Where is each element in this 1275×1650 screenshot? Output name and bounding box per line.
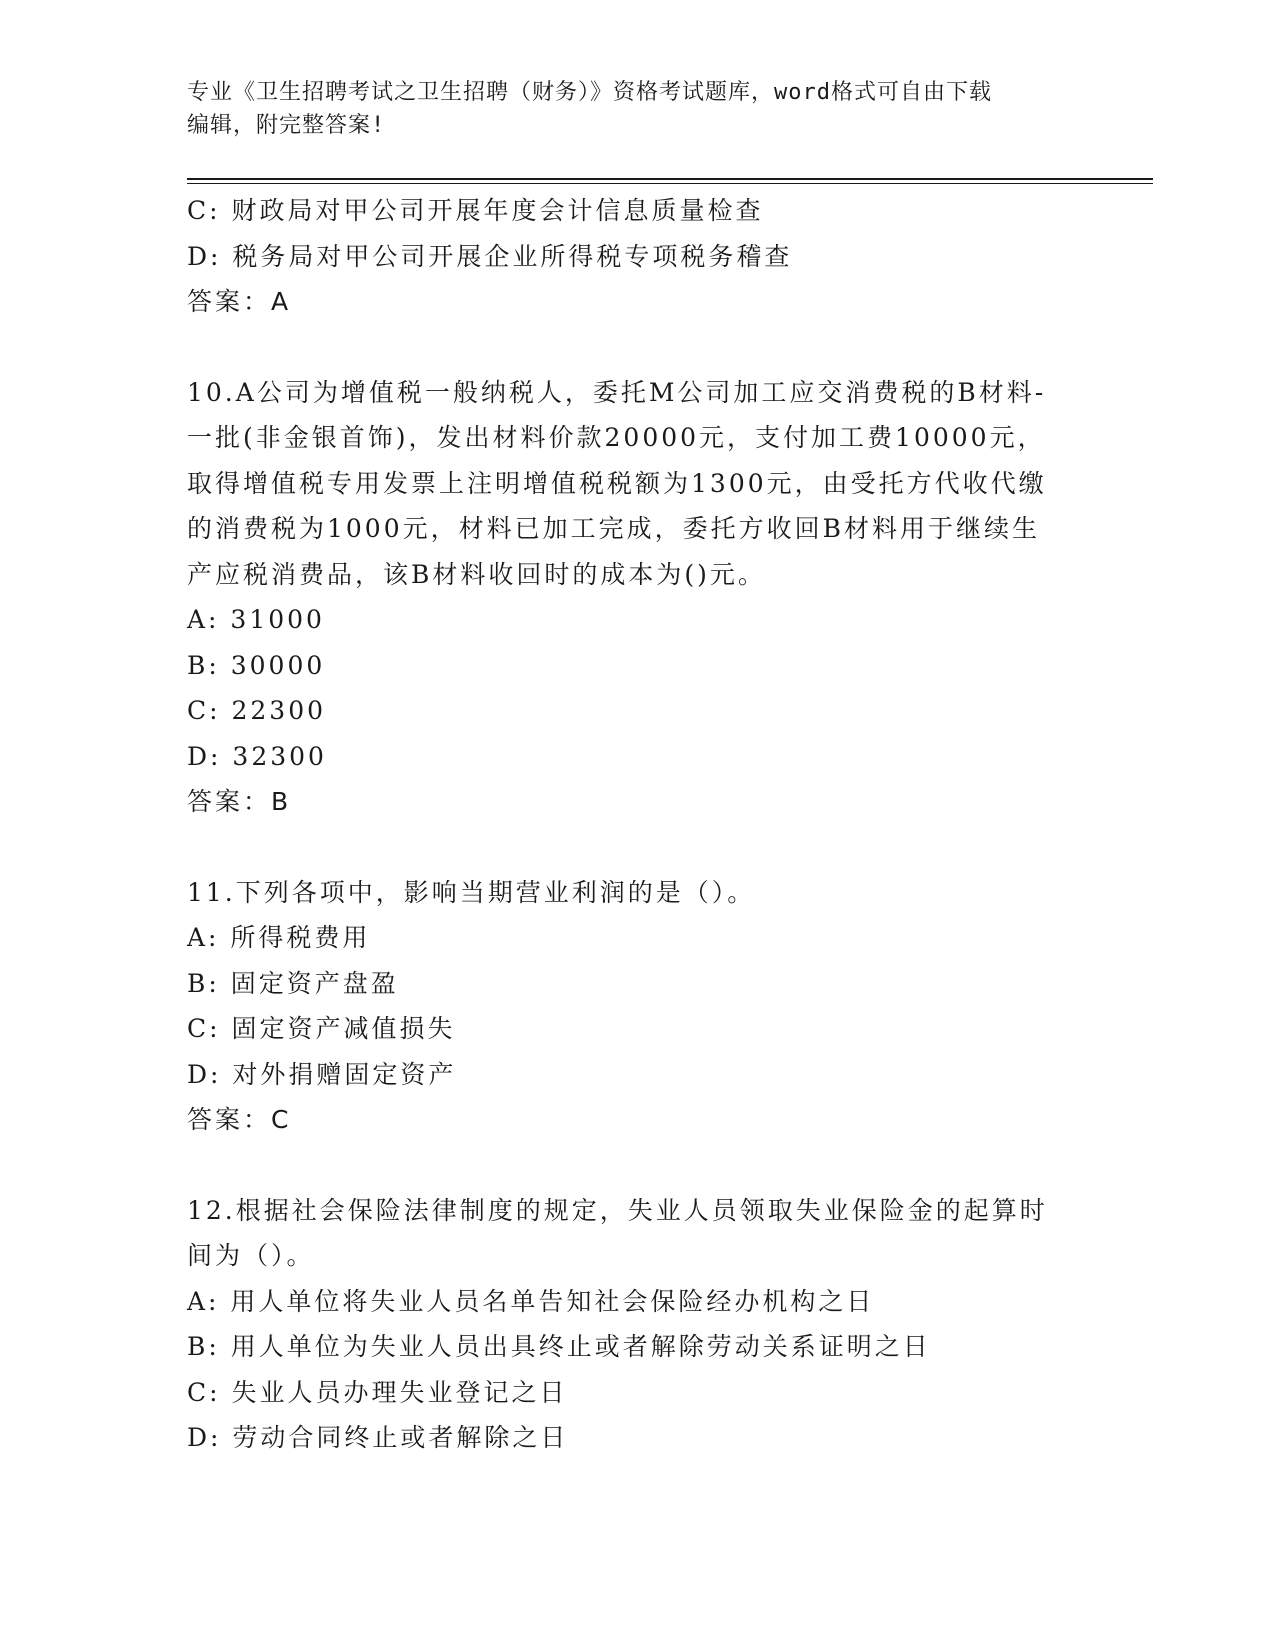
question-list: [187, 188, 1087, 1461]
option-d: D: 税务局对甲公司开展企业所得税专项税务稽查: [187, 241, 793, 271]
header-rule-thin: [187, 183, 1153, 184]
answer: 答案：C: [187, 1105, 292, 1134]
question-stem: 12.根据社会保险法律制度的规定，失业人员领取失业保险金的起算时: [187, 1195, 1048, 1225]
option-c: C: 固定资产减值损失: [187, 1014, 456, 1043]
question-stem: 取得增值税专用发票上注明增值税税额为1300元，由受托方代收代缴: [187, 468, 1047, 498]
spacer: [187, 825, 1087, 870]
option-b: B: 用人单位为失业人员出具终止或者解除劳动关系证明之日: [187, 1332, 931, 1361]
option-a: A: 所得税费用: [187, 923, 371, 952]
question-stem: 10.A公司为增值税一般纳税人，委托M公司加工应交消费税的B材料-: [187, 377, 1047, 407]
answer: 答案：A: [187, 287, 292, 316]
spacer: [187, 1143, 1087, 1188]
question-stem: 的消费税为1000元，材料已加工完成，委托方收回B材料用于继续生: [187, 514, 1040, 543]
question-stem: 产应税消费品，该B材料收回时的成本为()元。: [187, 559, 766, 589]
spacer: [187, 325, 1087, 370]
question-stem: 11.下列各项中，影响当期营业利润的是（）。: [187, 877, 756, 907]
question-12: [187, 1188, 1087, 1461]
option-a: A: 用人单位将失业人员名单告知社会保险经办机构之日: [187, 1286, 875, 1316]
question-10: [187, 370, 1087, 825]
document-header: [187, 76, 1087, 142]
option-b: B: 30000: [187, 650, 326, 680]
question-11: [187, 870, 1087, 1143]
header-rule-thick: [187, 178, 1153, 180]
question-stem: 一批(非金银首饰)，发出材料价款20000元，支付加工费10000元，: [187, 423, 1046, 452]
question-stem: 间为（）。: [187, 1241, 315, 1270]
option-a: A: 31000: [187, 605, 325, 634]
option-b: B: 固定资产盘盈: [187, 968, 399, 998]
option-c: C: 财政局对甲公司开展年度会计信息质量检查: [187, 196, 764, 225]
option-d: D: 劳动合同终止或者解除之日: [187, 1423, 569, 1452]
option-d: D: 对外捐赠固定资产: [187, 1059, 457, 1089]
option-c: C: 22300: [187, 696, 327, 725]
header-line-1: 专业《卫生招聘考试之卫生招聘（财务）》资格考试题库，word格式可自由下载: [187, 80, 992, 105]
answer: 答案：B: [187, 787, 292, 816]
option-c: C: 失业人员办理失业登记之日: [187, 1377, 568, 1407]
header-line-2: 编辑，附完整答案!: [187, 113, 386, 138]
question-9: [187, 188, 1087, 325]
option-d: D: 32300: [187, 741, 327, 771]
